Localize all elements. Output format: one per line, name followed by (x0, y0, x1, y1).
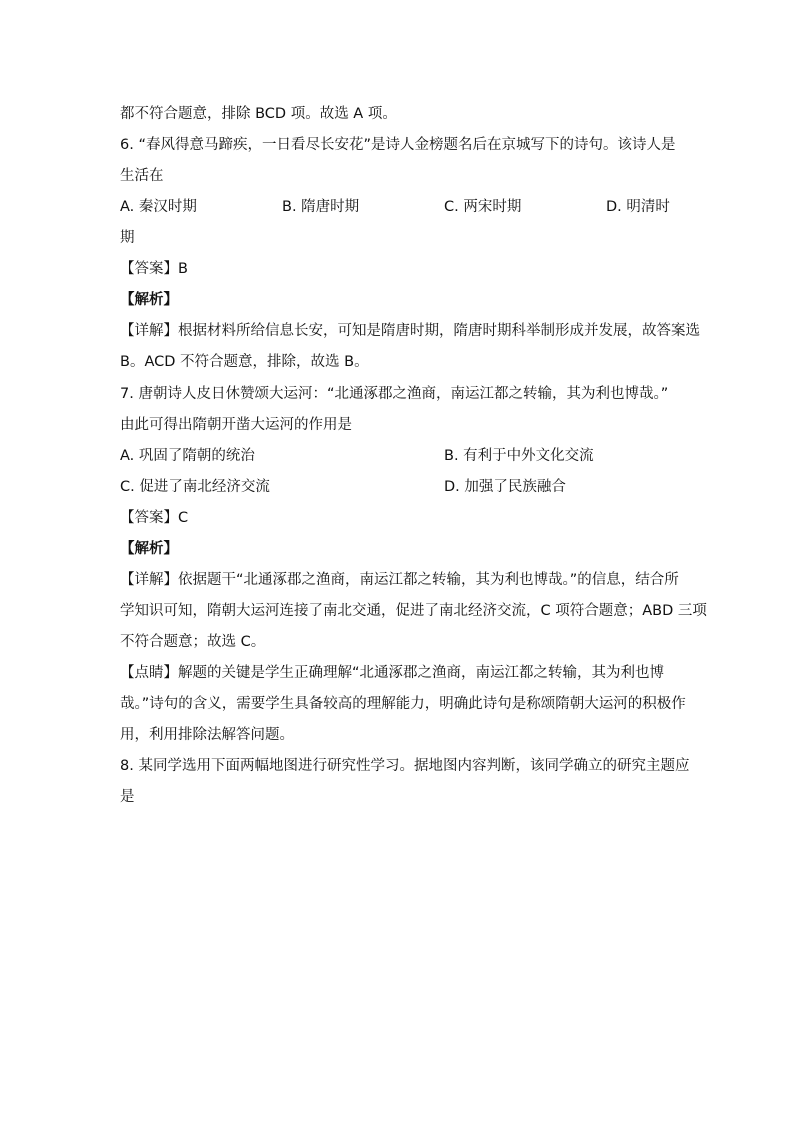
q7-note-line-2: 哉。”诗句的含义，需要学生具备较高的理解能力，明确此诗句是称颂隋朝大运河的积极作 (120, 696, 686, 712)
q6-option-b: B. 隋唐时期 (282, 199, 360, 215)
q7-detail-line-1: 【详解】依据题干“北通涿郡之渔商，南运江都之转输，其为利也博哉。”的信息，结合所 (120, 572, 679, 588)
q7-answer: 【答案】C (120, 510, 189, 526)
question-6-stem-cont: 生活在 (120, 168, 164, 184)
question-6-stem: 6. “春风得意马蹄疾，一日看尽长安花”是诗人金榜题名后在京城写下的诗句。该诗人是 (120, 137, 676, 153)
q7-option-d: D. 加强了民族融合 (444, 479, 566, 495)
q6-option-d-wrap: 期 (120, 230, 135, 246)
q7-option-a: A. 巩固了隋朝的统治 (120, 448, 255, 464)
q7-note-line-3: 用，利用排除法解答问题。 (120, 727, 294, 743)
q7-option-b: B. 有利于中外文化交流 (444, 448, 594, 464)
q7-detail-line-2: 学知识可知，隋朝大运河连接了南北交通，促进了南北经济交流，C 项符合题意；ABD 三项 (120, 603, 707, 619)
q6-detail-line-1: 【详解】根据材料所给信息长安，可知是隋唐时期，隋唐时期科举制形成并发展，故答案选 (120, 323, 700, 339)
text-line-prev-answer-end: 都不符合题意，排除 BCD 项。故选 A 项。 (120, 106, 397, 122)
q7-detail-line-3: 不符合题意；故选 C。 (120, 634, 266, 650)
question-7-stem: 7. 唐朝诗人皮日休赞颂大运河：“北通涿郡之渔商，南运江都之转输，其为利也博哉。” (120, 386, 669, 402)
q6-option-d: D. 明清时 (606, 199, 670, 215)
q6-option-a: A. 秦汉时期 (120, 199, 197, 215)
question-8-stem-cont: 是 (120, 789, 135, 805)
q6-answer: 【答案】B (120, 261, 188, 277)
q7-option-c: C. 促进了南北经济交流 (120, 479, 270, 495)
question-8-stem: 8. 某同学选用下面两幅地图进行研究性学习。据地图内容判断，该同学确立的研究主题应 (120, 758, 690, 774)
q6-detail-line-2: B。ACD 不符合题意，排除，故选 B。 (120, 354, 369, 370)
question-7-stem-cont: 由此可得出隋朝开凿大运河的作用是 (120, 417, 352, 433)
q6-analysis-heading: 【解析】 (120, 292, 178, 308)
q6-option-c: C. 两宋时期 (444, 199, 522, 215)
q7-analysis-heading: 【解析】 (120, 541, 178, 557)
q7-note-line-1: 【点睛】解题的关键是学生正确理解“北通涿郡之渔商，南运江都之转输，其为利也博 (120, 665, 665, 681)
